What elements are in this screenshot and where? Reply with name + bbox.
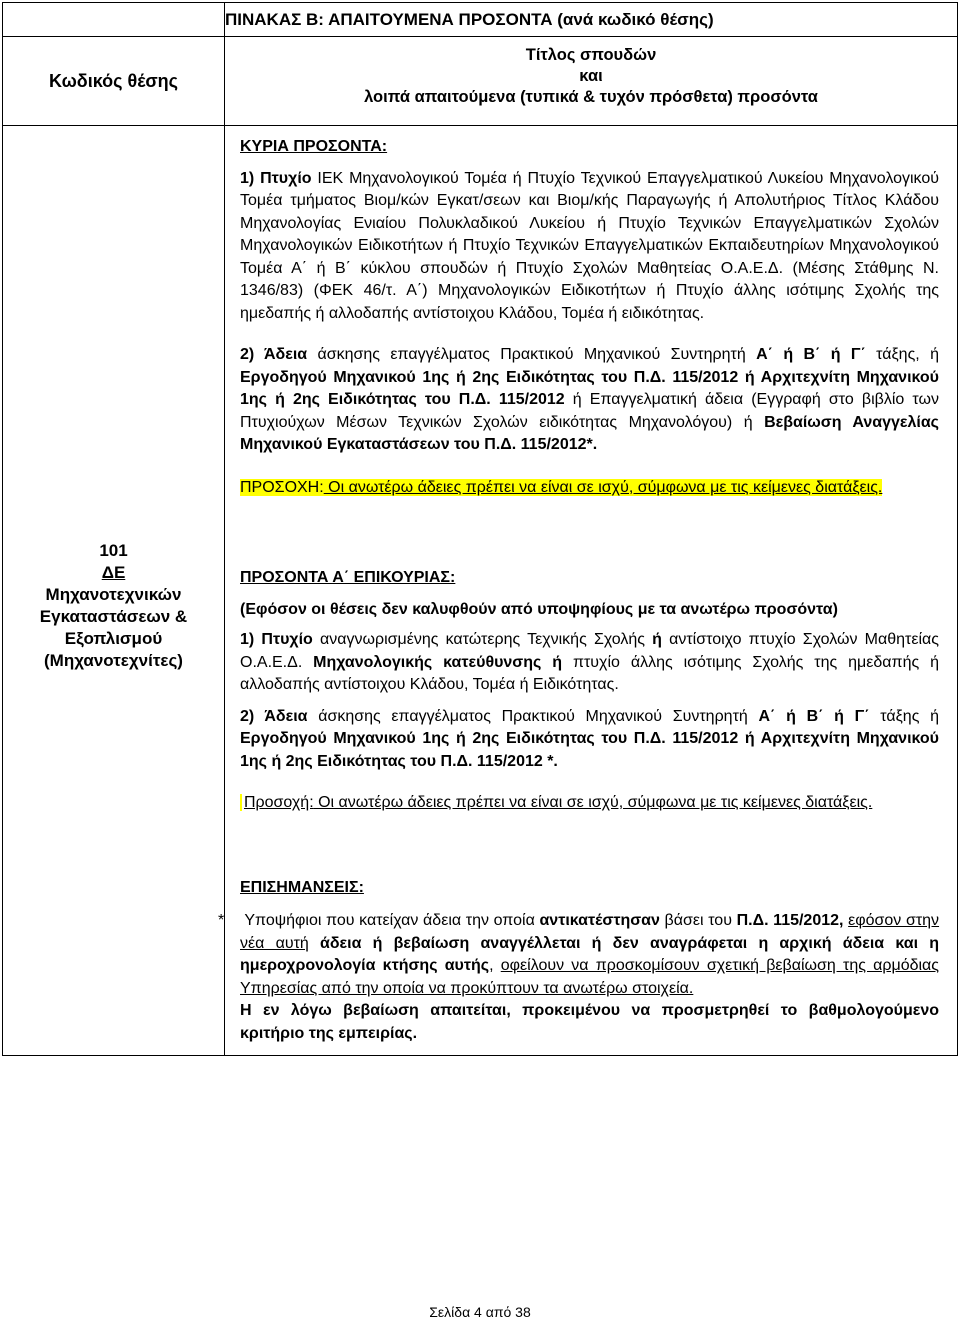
notes-paragraph-2: Η εν λόγω βεβαίωση απαιτείται, προκειμένου να προσμετρηθεί το βαθμολογούμενο κριτήριο της εμπειρίας. bbox=[240, 1002, 939, 1042]
main-attention-note bbox=[240, 477, 939, 500]
main-qualifications-title: ΚΥΡΙΑ ΠΡΟΣΟΝΤΑ: bbox=[240, 138, 388, 155]
qual-header-line2: και bbox=[579, 67, 603, 85]
auxiliary-attention-label: Προσοχή: bbox=[240, 794, 314, 811]
notes-paragraph-1: * Υποψήφιοι που κατείχαν άδεια την οποία αντικατέστησαν βάσει του Π.Δ. 115/2012, εφόσον στην νέα αυτή άδεια ή βεβαίωση αναγγέλλεται ή δεν αναγράφεται η αρχική άδεια και η ημεροχρονολογία κτήσης αυτής, οφείλουν να προσκομίσουν σχετική βεβαίωση της αρμόδιας Υπηρεσίας από την οποία να προκύπτουν τα ανωτέρω στοιχεία. bbox=[218, 912, 940, 997]
page-number: Σελίδα 4 από 38 bbox=[429, 1304, 531, 1320]
position-name-line2: Εγκαταστάσεων & bbox=[39, 606, 188, 626]
main-item-2: 2) Άδεια άσκησης επαγγέλματος Πρακτικού Μηχανικού Συντηρητή Α΄ ή Β΄ ή Γ΄ τάξης, ή Εργοδηγού Μηχανικού 1ης ή 2ης Ειδικότητας του Π.Δ. 115/2012 ή Αρχιτεχνίτη Μηχανικού 1ης ή 2ης Ειδικότητας του Π.Δ. 115/2012 ή Επαγγελματική άδεια (Εγγραφή στο βιβλίο των Πτυχιούχων Μέσων Τεχνικών Σχολών ειδικότητας Μηχανολόγου) ή Βεβαίωση Αναγγελίας Μηχανικού Εγκαταστάσεων του Π.Δ. 115/2012*. bbox=[240, 346, 939, 453]
main-item-1: 1) Πτυχίο ΙΕΚ Μηχανολογικού Τομέα ή Πτυχίο Τεχνικού Επαγγελματικού Λυκείου Μηχανολογικού Τομέα τμήματος Βιομ/κών Εγκατ/σεων και Βιομ/κής Παραγωγής ή Απολυτήριος Τίτλος Κλάδου Μηχανολογίας Ενιαίου Πολυκλαδικού Λυκείου ή Πτυχίο Τεχνικών Επαγγελματικών Σχολών Μηχανολογικών Ειδικοτήτων ή Πτυχίο Τεχνικών Επαγγελματικών Εκπαιδευτηρίων Μηχανολογικού Τομέα Α΄ ή Β΄ κύκλου σπουδών ή Πτυχίο Σχολών Μαθητείας Ο.Α.Ε.Δ. (Μέσης Στάθμης Ν. 1346/83) (ΦΕΚ 46/τ. Α΄) Μηχανολογικών Ειδικοτήτων ή Πτυχίο άλλης ισότιμης Σχολής της ημεδαπής ή αλλοδαπής αντίστοιχου Κλάδου, Τομέα ή ειδικότητας. bbox=[240, 169, 940, 322]
requirements-table bbox=[2, 2, 958, 1056]
table-title: ΠΙΝΑΚΑΣ Β: ΑΠΑΙΤΟΥΜΕΝΑ ΠΡΟΣΟΝΤΑ (ανά κωδικό θέσης) bbox=[225, 3, 958, 37]
auxiliary-qualifications-title: ΠΡΟΣΟΝΤΑ Α΄ ΕΠΙΚΟΥΡΙΑΣ: bbox=[240, 569, 456, 586]
main-attention-label: ΠΡΟΣΟΧΗ: bbox=[240, 478, 324, 496]
main-attention-text: Οι ανωτέρω άδειες πρέπει να είναι σε ισχύ, σύμφωνα με τις κείμενες διατάξεις. bbox=[323, 478, 883, 496]
qualifications-column-header bbox=[225, 37, 958, 126]
auxiliary-attention-text: Οι ανωτέρω άδειες πρέπει να είναι σε ισχύ, σύμφωνα με τις κείμενες διατάξεις. bbox=[313, 794, 873, 811]
table-title-left-spacer bbox=[3, 3, 225, 37]
auxiliary-attention-note bbox=[240, 792, 939, 815]
notes-title: ΕΠΙΣΗΜΑΝΣΕΙΣ: bbox=[240, 878, 364, 896]
position-code-cell bbox=[3, 126, 225, 1056]
qualifications-cell bbox=[218, 126, 958, 1056]
qual-header-line3: λοιπά απαιτούμενα (τυπικά & τυχόν πρόσθετα) προσόντα bbox=[364, 88, 818, 106]
auxiliary-item-2: 2) Άδεια άσκησης επαγγέλματος Πρακτικού Μηχανικού Συντηρητή Α΄ ή Β΄ ή Γ΄ τάξης ή Εργοδηγού Μηχανικού 1ης ή 2ης Ειδικότητας του Π.Δ. 115/2012 ή Αρχιτεχνίτη Μηχανικού 1ης ή 2ης Ειδικότητας του Π.Δ. 115/2012 *. bbox=[240, 707, 940, 770]
position-name-line4: (Μηχανοτεχνίτες) bbox=[44, 650, 183, 670]
notes-star: * bbox=[218, 912, 225, 929]
position-category: ΔΕ bbox=[101, 562, 126, 582]
position-name-line1: Μηχανοτεχνικών bbox=[45, 584, 182, 604]
auxiliary-condition: (Εφόσον οι θέσεις δεν καλυφθούν από υποψηφίους με τα ανωτέρω προσόντα) bbox=[240, 600, 838, 618]
code-column-header: Κωδικός θέσης bbox=[3, 37, 225, 126]
position-code: 101 bbox=[99, 540, 128, 560]
qual-header-line1: Τίτλος σπουδών bbox=[525, 46, 657, 64]
position-name-line3: Εξοπλισμού bbox=[64, 628, 163, 648]
auxiliary-item-1: 1) Πτυχίο αναγνωρισμένης κατώτερης Τεχνικής Σχολής ή αντίστοιχο πτυχίο Σχολών Μαθητείας Ο.Α.Ε.Δ. Μηχανολογικής κατεύθυνσης ή πτυχίο άλλης ισότιμης Σχολής της ημεδαπής ή αλλοδαπής αντίστοιχου Κλάδου, Τομέα ή Ειδικότητας. bbox=[240, 631, 940, 693]
